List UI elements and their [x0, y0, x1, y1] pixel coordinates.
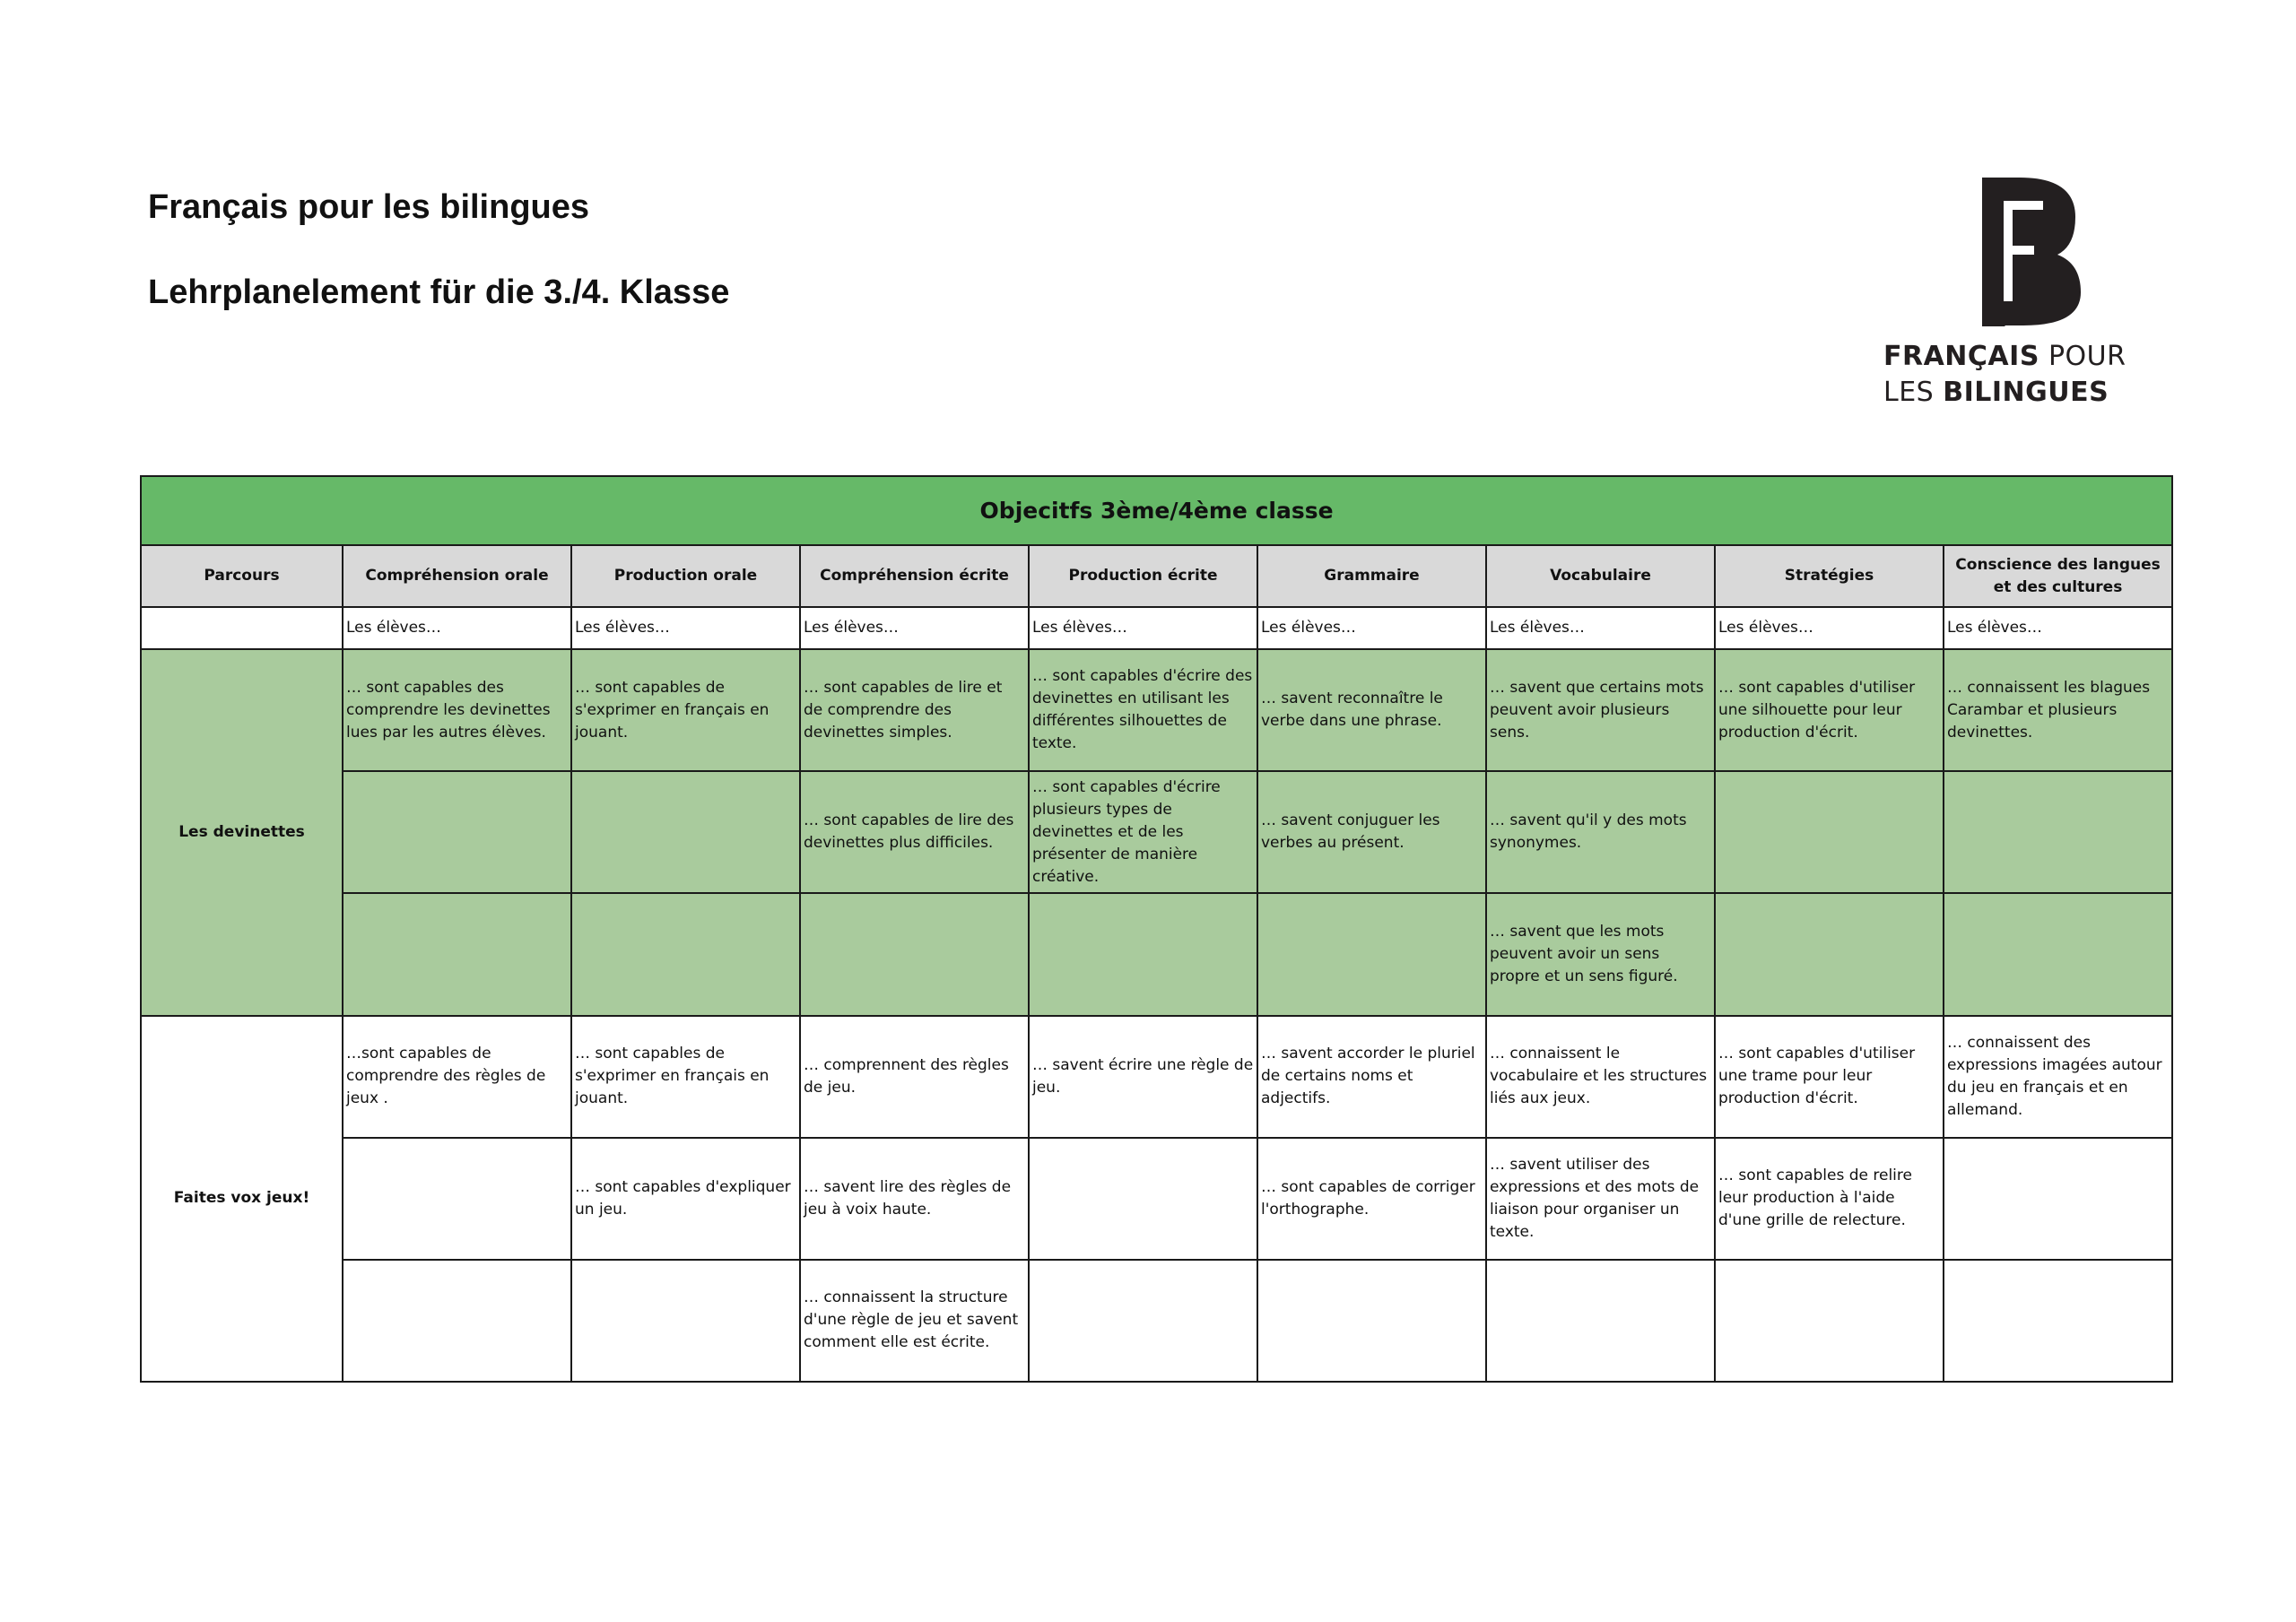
table-cell — [1486, 1260, 1715, 1382]
table-cell — [1029, 1138, 1257, 1260]
table-cell — [1944, 1138, 2172, 1260]
eleves-cell: Les élèves… — [571, 607, 800, 649]
table-cell — [1944, 1260, 2172, 1382]
eleves-cell: Les élèves… — [800, 607, 1029, 649]
logo-line-2-rest: LES — [1883, 377, 1944, 408]
column-header: Stratégies — [1715, 545, 1944, 607]
objectives-table — [140, 475, 2173, 1383]
eleves-cell: Les élèves… — [1944, 607, 2172, 649]
table-cell: … sont capables d'utiliser une silhouette pour leur production d'écrit. — [1715, 649, 1944, 771]
table-cell: … sont capables d'écrire des devinettes en utilisant les différentes silhouettes de texte. — [1029, 649, 1257, 771]
table-cell: … connaissent les blagues Carambar et plusieurs devinettes. — [1944, 649, 2172, 771]
table-row — [141, 771, 2172, 893]
logo-line-2-bold: BILINGUES — [1943, 377, 2109, 408]
table-cell — [1715, 1260, 1944, 1382]
table-cell: … sont capables des comprendre les devinettes lues par les autres élèves. — [343, 649, 571, 771]
table-cell: … savent écrire une règle de jeu. — [1029, 1016, 1257, 1138]
table-cell: … comprennent des règles de jeu. — [800, 1016, 1029, 1138]
table-cell: … sont capables d'écrire plusieurs types de devinettes et de les présenter de manière créative. — [1029, 771, 1257, 893]
table-cell: … savent accorder le pluriel de certains noms et adjectifs. — [1257, 1016, 1486, 1138]
table-cell: … connaissent le vocabulaire et les structures liés aux jeux. — [1486, 1016, 1715, 1138]
table-cell: … savent conjuguer les verbes au présent. — [1257, 771, 1486, 893]
eleves-cell: Les élèves… — [1257, 607, 1486, 649]
table-cell — [571, 771, 800, 893]
table-cell — [571, 893, 800, 1015]
document-title: Français pour les bilingues — [148, 188, 590, 226]
eleves-cell: Les élèves… — [343, 607, 571, 649]
logo-wordmark — [1883, 339, 2126, 411]
table-cell — [1257, 893, 1486, 1015]
column-header: Compréhension écrite — [800, 545, 1029, 607]
table-cell: …sont capables de comprendre des règles de jeux . — [343, 1016, 571, 1138]
table-cell — [1944, 893, 2172, 1015]
fb-logo-icon — [1982, 178, 2081, 326]
document-subtitle: Lehrplanelement für die 3./4. Klasse — [148, 273, 730, 311]
logo-line-1-bold: FRANÇAIS — [1883, 341, 2039, 372]
eleves-cell — [141, 607, 343, 649]
column-header: Conscience des langues et des cultures — [1944, 545, 2172, 607]
column-header: Production orale — [571, 545, 800, 607]
table-cell: … sont capables de relire leur production à l'aide d'une grille de relecture. — [1715, 1138, 1944, 1260]
column-header: Production écrite — [1029, 545, 1257, 607]
table-cell — [1715, 893, 1944, 1015]
table-cell — [1257, 1260, 1486, 1382]
table-cell: … sont capables d'expliquer un jeu. — [571, 1138, 800, 1260]
table-cell: … sont capables de lire et de comprendre des devinettes simples. — [800, 649, 1029, 771]
eleves-cell: Les élèves… — [1715, 607, 1944, 649]
column-header: Grammaire — [1257, 545, 1486, 607]
table-cell — [343, 1260, 571, 1382]
eleves-row — [141, 607, 2172, 649]
table-cell: … sont capables de lire des devinettes plus difficiles. — [800, 771, 1029, 893]
table-cell: … sont capables de s'exprimer en français en jouant. — [571, 649, 800, 771]
table-row — [141, 893, 2172, 1015]
logo-line-1 — [1883, 339, 2126, 375]
table-cell: … savent utiliser des expressions et des mots de liaison pour organiser un texte. — [1486, 1138, 1715, 1260]
table-cell — [343, 893, 571, 1015]
table-cell — [1944, 771, 2172, 893]
brand-logo — [1883, 178, 2126, 411]
column-header-row — [141, 545, 2172, 607]
table-title: Objecitfs 3ème/4ème classe — [141, 476, 2172, 545]
parcours-cell-devinettes: Les devinettes — [141, 649, 343, 1015]
table-cell: … savent que certains mots peuvent avoir plusieurs sens. — [1486, 649, 1715, 771]
column-header: Vocabulaire — [1486, 545, 1715, 607]
table-cell — [343, 771, 571, 893]
table-cell: … connaissent des expressions imagées autour du jeu en français et en allemand. — [1944, 1016, 2172, 1138]
column-header: Compréhension orale — [343, 545, 571, 607]
eleves-cell: Les élèves… — [1029, 607, 1257, 649]
table-cell — [1029, 893, 1257, 1015]
logo-line-1-rest: POUR — [2039, 341, 2126, 372]
table-row — [141, 1016, 2172, 1138]
table-row — [141, 649, 2172, 771]
table-cell: … savent que les mots peuvent avoir un sens propre et un sens figuré. — [1486, 893, 1715, 1015]
table-cell: … sont capables de s'exprimer en français en jouant. — [571, 1016, 800, 1138]
table-row — [141, 1260, 2172, 1382]
table-cell: … sont capables de corriger l'orthographe. — [1257, 1138, 1486, 1260]
table-row — [141, 1138, 2172, 1260]
logo-line-2 — [1883, 375, 2109, 411]
table-cell — [343, 1138, 571, 1260]
table-cell — [571, 1260, 800, 1382]
table-cell — [1715, 771, 1944, 893]
parcours-cell-jeux: Faites vox jeux! — [141, 1016, 343, 1382]
table-cell: … connaissent la structure d'une règle de jeu et savent comment elle est écrite. — [800, 1260, 1029, 1382]
eleves-cell: Les élèves… — [1486, 607, 1715, 649]
table-cell — [800, 893, 1029, 1015]
table-title-row — [141, 476, 2172, 545]
table-cell: … savent lire des règles de jeu à voix haute. — [800, 1138, 1029, 1260]
table-cell — [1029, 1260, 1257, 1382]
table-cell: … sont capables d'utiliser une trame pour leur production d'écrit. — [1715, 1016, 1944, 1138]
table-cell: … savent qu'il y des mots synonymes. — [1486, 771, 1715, 893]
table-cell: … savent reconnaître le verbe dans une phrase. — [1257, 649, 1486, 771]
column-header: Parcours — [141, 545, 343, 607]
